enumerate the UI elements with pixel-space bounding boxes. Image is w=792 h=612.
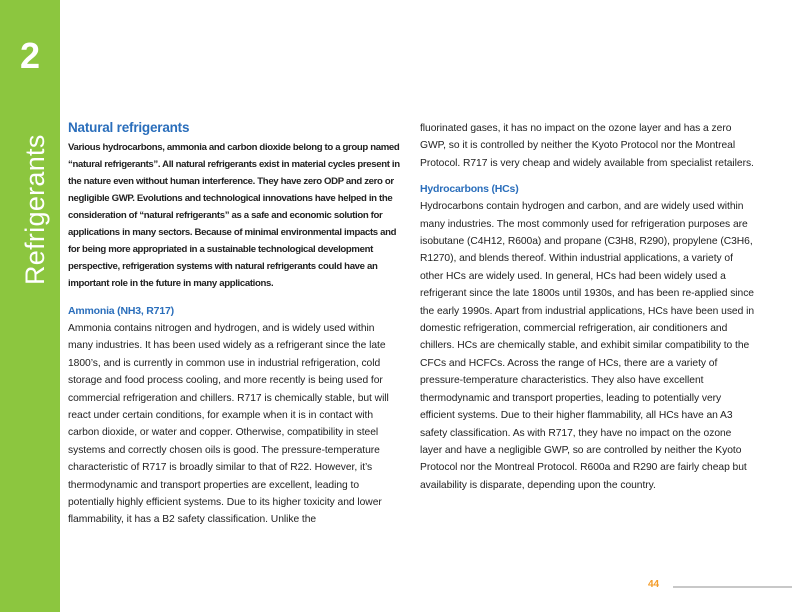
ammonia-continuation-paragraph: fluorinated gases, it has no impact on the ozone layer and has a zero GWP, so it is controlled by neither the Kyoto Protocol nor the Montreal Protocol. R717 is very cheap and widely available from specialist retailers. <box>420 123 754 169</box>
section-title: Natural refrigerants <box>68 120 190 135</box>
chapter-title: Refrigerants <box>20 134 50 285</box>
chapter-number: 2 <box>19 35 41 76</box>
ammonia-paragraph: Ammonia contains nitrogen and hydrogen, and is widely used within many industries. It has been used widely as a refrigerant since the late 1800’s, and is currently in common use in industrial refrigeration, cold storage and food process cooling, and more recently is being used for commercial refrigeration and chillers. R717 is chemically stable, but will react under certain conditions, for example when it is in contact with carbon dioxide, or water and copper. Otherwise, compatibility in steel systems and correctly chosen oils is good. The pressure-temperature characteristic of R717 is broadly similar to that of R22. However, it’s thermodynamic and transport properties are excellent, leading to potentially highly efficient systems. Due to its higher toxicity and lower flammability, it has a B2 safety classification. Unlike the <box>68 323 389 526</box>
chapter-sidebar <box>0 0 60 612</box>
hydrocarbons-paragraph: Hydrocarbons contain hydrogen and carbon, and are widely used within many industries. The most commonly used for refrigeration purposes are isobutane (C4H12, R600a) and propane (C3H8, R290), propylene (C3H6, R1270), and blends thereof. Within industrial applications, a variety of other HCs are widely used. In general, HCs had been widely used a refrigerant since the late 1800s until 1930s, and has been re-applied since the early 1990s. Apart from industrial applications, HCs have been used in domestic refrigeration, commercial refrigeration, air conditioners and chillers. HCs are chemically stable, and exhibit similar compatibility to the CFCs and HCFCs. Across the range of HCs, there are a variety of pressure-temperature characteristics. They also have excellent thermodynamic and transport properties, leading to potentially very efficient systems. Due to their higher flammability, all HCs have an A3 safety classification. As with R717, they have no impact on the ozone layer and have a negligible GWP, so are controlled by neither the Kyoto Protocol nor the Montreal Protocol. R600a and R290 are fairly cheap but availability is disparate, depending upon the country. <box>420 201 755 491</box>
intro-paragraph: Various hydrocarbons, ammonia and carbon dioxide belong to a group named “natural refrigerants”. All natural refrigerants exist in material cycles present in the nature even without human interference. They have zero ODP and zero or negligible GWP. Evolutions and technological innovations have helped in the consideration of “natural refrigerants” as a safe and economic solution for applications in many sectors. Because of minimal environmental impacts and for being more appropriated in a sustainable technological development perspective, refrigeration systems with natural refrigerants could have an important role in the future in many applications. <box>68 142 400 289</box>
footer-rule <box>673 586 792 588</box>
right-column <box>420 120 755 494</box>
hydrocarbons-heading: Hydrocarbons (HCs) <box>420 183 519 196</box>
page-number: 44 <box>648 579 660 590</box>
left-column <box>68 120 401 529</box>
ammonia-heading: Ammonia (NH3, R717) <box>68 305 174 317</box>
chapter-title-wrap <box>20 95 60 285</box>
